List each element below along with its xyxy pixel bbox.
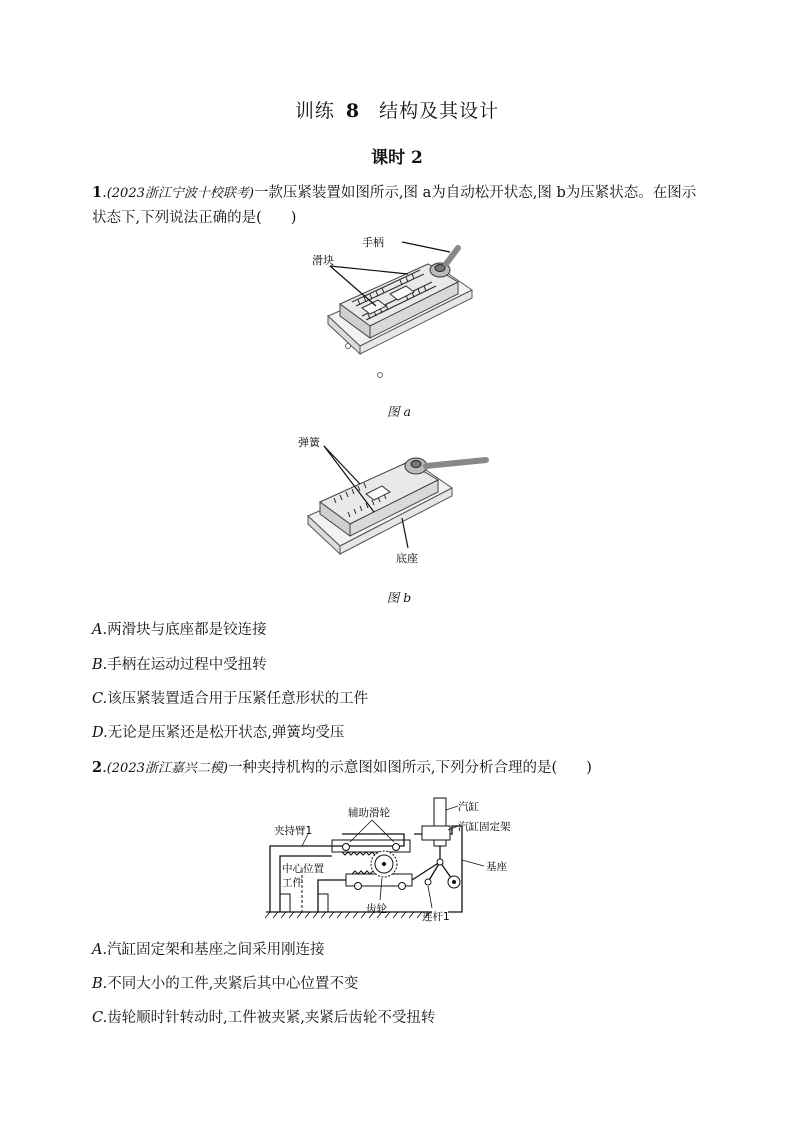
label-cylinder: 汽缸: [458, 801, 479, 813]
label-link-1: 连杆1: [422, 911, 450, 923]
label-handle: 手柄: [362, 236, 384, 249]
figure-clamping-mechanism: [262, 790, 552, 925]
question-2-stem: 2.(2023浙江嘉兴二模)一种夹持机构的示意图如图所示,下列分析合理的是( ): [92, 759, 592, 776]
question-number: 1: [92, 184, 103, 201]
question-text-line1: 一款压紧装置如图所示,图 a为自动松开状态,图 b为压紧状态。在图示: [253, 185, 697, 201]
option-c: C.该压紧装置适合用于压紧任意形状的工件: [92, 691, 369, 707]
question-source: (2023浙江嘉兴二模): [106, 761, 228, 776]
title-prefix: 训练: [294, 100, 335, 122]
question-number: 2: [92, 759, 103, 776]
label-clamp-arm: 夹持臂1: [274, 825, 313, 837]
question-text-line2: 状态下,下列说法正确的是( ): [92, 210, 297, 226]
label-aux-pulley: 辅助滑轮: [348, 807, 390, 819]
title-text: 结构及其设计: [379, 100, 500, 122]
option-b: B.不同大小的工件,夹紧后其中心位置不变: [92, 976, 359, 992]
question-text: 一种夹持机构的示意图如图所示,下列分析合理的是( ): [227, 760, 592, 776]
label-gear: 齿轮: [366, 903, 387, 915]
label-spring: 弹簧: [298, 436, 320, 449]
title-number: 8: [345, 100, 361, 122]
label-workpiece: 工件: [282, 877, 303, 889]
question-source: (2023浙江宁波十校联考): [106, 186, 254, 201]
option-c: C.齿轮顺时针转动时,工件被夹紧,夹紧后齿轮不受扭转: [92, 1010, 436, 1026]
figure-a-caption: 图 a: [387, 404, 411, 419]
label-center-position: 中心位置: [282, 863, 324, 875]
figure-b-clamp-pressed: [290, 420, 500, 580]
figure-a-clamp-released: [300, 228, 500, 388]
option-d: D.无论是压紧还是松开状态,弹簧均受压: [92, 725, 345, 741]
option-a: A.汽缸固定架和基座之间采用刚连接: [92, 942, 325, 958]
label-base: 基座: [486, 861, 507, 873]
figure-b-caption: 图 b: [386, 590, 412, 605]
option-a: A.两滑块与底座都是铰连接: [92, 622, 267, 638]
page-title: [0, 96, 794, 123]
question-1-stem: 1.(2023浙江宁波十校联考)一款压紧装置如图所示,图 a为自动松开状态,图 b为压紧状态。在图示 状态下,下列说法正确的是( ): [92, 184, 697, 226]
page-subtitle: 课时 2: [371, 148, 423, 168]
label-base: 底座: [396, 552, 418, 565]
label-cylinder-bracket: 汽缸固定架: [458, 821, 511, 833]
label-slider: 滑块: [312, 254, 334, 267]
option-b: B.手柄在运动过程中受扭转: [92, 657, 267, 673]
